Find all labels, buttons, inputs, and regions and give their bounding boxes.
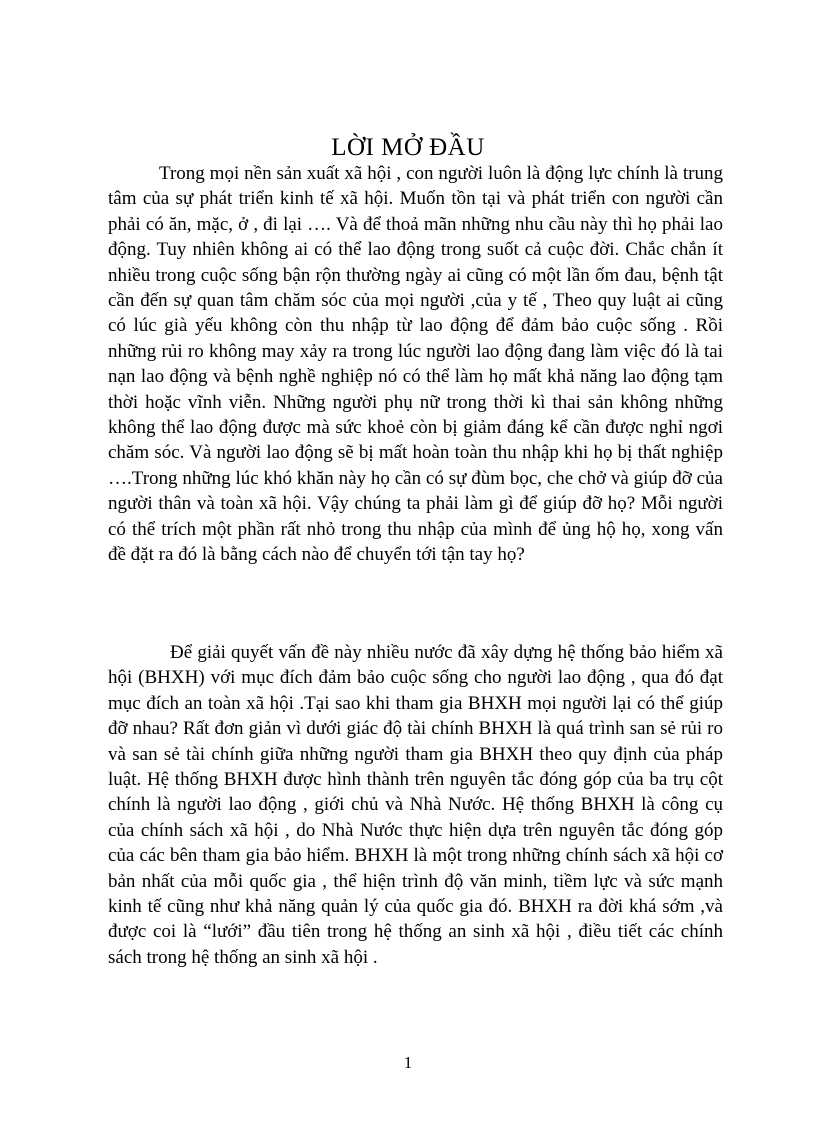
paragraph-social-insurance: Để giải quyết vấn đề này nhiều nước đã xây dựng hệ thống bảo hiểm xã hội (BHXH) với mục đích đảm bảo cuộc sống cho người lao động , qua đó đạt mục đích an toàn xã hội .Tại sao khi tham gia BHXH mọi người lại có thể giúp đỡ nhau? Rất đơn giản vì dưới giác độ tài chính BHXH là quá trình san sẻ rủi ro và san sẻ tài chính giữa những người tham gia BHXH theo quy định của pháp luật. Hệ thống BHXH được hình thành trên nguyên tắc đóng góp của ba trụ cột chính là người lao động , giới chủ và Nhà Nước. Hệ thống BHXH là công cụ của chính sách xã hội , do Nhà Nước thực hiện dựa trên nguyên tắc đóng góp của các bên tham gia bảo hiểm. BHXH là một trong những chính sách xã hội cơ bản nhất của mỗi quốc gia , thể hiện trình độ văn minh, tiềm lực và sức mạnh kinh tế cũng như khả năng quản lý của quốc gia đó. BHXH ra đời khá sớm ,và được coi là “lưới” đầu tiên trong hệ thống an sinh xã hội , điều tiết các chính sách trong hệ thống an sinh xã hội . — [108, 642, 723, 968]
page-title: LỜI MỞ ĐẦU — [331, 134, 485, 161]
paragraph-introduction: Trong mọi nền sản xuất xã hội , con người luôn là động lực chính là trung tâm của sự phát triển kinh tế xã hội. Muốn tồn tại và phát triển con người cần phải có ăn, mặc, ở , đi lại …. Và để thoả mãn những nhu cầu này thì họ phải lao động. Tuy nhiên không ai có thể lao động trong suốt cả cuộc đời. Chắc chắn ít nhiều trong cuộc sống bận rộn thường ngày ai cũng có một lần ốm đau, bệnh tật cần đến sự quan tâm chăm sóc của mọi người ,của y tế , Theo quy luật ai cũng có lúc già yếu không còn thu nhập từ lao động để đảm bảo cuộc sống . Rồi những rủi ro không may xảy ra trong lúc người lao động đang làm việc đó là tai nạn lao động và bệnh nghề nghiệp nó có thể làm họ mất khả năng lao động tạm thời hoặc vĩnh viễn. Những người phụ nữ trong thời kì thai sản không những không thể lao động được mà sức khoẻ còn bị giảm đáng kể cần được nghỉ ngơi chăm sóc. Và người lao động sẽ bị mất hoàn toàn thu nhập khi họ bị thất nghiệp ….Trong những lúc khó khăn này họ cần có sự đùm bọc, che chở và giúp đỡ của người thân và toàn xã hội. Vậy chúng ta phải làm gì để giúp đỡ họ? Mỗi người có thể trích một phần rất nhỏ trong thu nhập của mình để ủng hộ họ, xong vấn đề đặt ra đó là bằng cách nào để chuyển tới tận tay họ? — [108, 163, 723, 566]
page-number: 1 — [403, 1053, 413, 1072]
